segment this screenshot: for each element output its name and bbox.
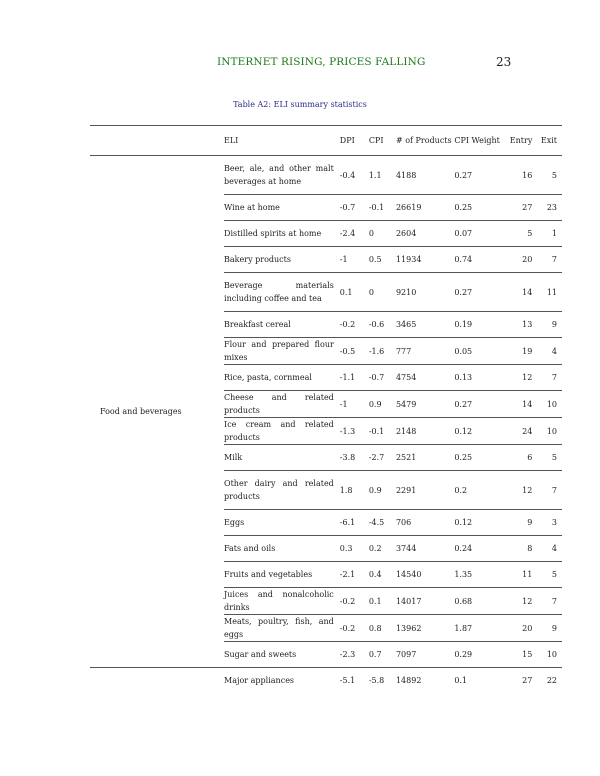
cpi-cell: -2.7	[369, 445, 396, 471]
cpi-weight-cell: 0.25	[454, 195, 504, 221]
table-row	[90, 668, 562, 694]
products-cell: 26619	[396, 195, 454, 221]
eli-cell: Juices and nonalcoholic drinks	[224, 588, 340, 615]
products-cell: 14892	[395, 676, 422, 686]
category-cell: Food and beverages	[90, 156, 224, 668]
dpi-cell: 1.8	[340, 471, 369, 510]
eli-cell: Breakfast cereal	[224, 312, 340, 338]
dpi-cell: -1.3	[340, 418, 369, 445]
table-row	[90, 156, 562, 195]
eli-cell: Eggs	[224, 510, 340, 536]
exit-cell: 9	[535, 312, 562, 338]
cpi-cell: 0	[369, 221, 396, 247]
entry-cell: 5	[505, 221, 536, 247]
dpi-cell: -5.1	[339, 676, 356, 686]
cpi-weight-cell: 0.24	[454, 536, 504, 562]
dpi-cell: -6.1	[340, 510, 369, 536]
exit-cell: 5	[535, 156, 562, 195]
exit-cell: 11	[535, 273, 562, 312]
cpi-weight-cell: 0.12	[454, 510, 504, 536]
exit-cell: 23	[535, 195, 562, 221]
products-cell: 5479	[396, 391, 454, 418]
entry-cell: 9	[505, 510, 536, 536]
products-cell: 3744	[396, 536, 454, 562]
cpi-cell: -0.1	[369, 195, 396, 221]
products-cell: 4188	[396, 156, 454, 195]
entry-cell: 11	[505, 562, 536, 588]
exit-cell: 10	[535, 642, 562, 668]
entry-cell: 8	[505, 536, 536, 562]
entry-cell: 14	[505, 273, 536, 312]
header-eli: ELI	[224, 126, 340, 156]
dpi-cell: 0.1	[340, 273, 369, 312]
exit-cell: 22	[546, 676, 557, 686]
cpi-cell: 0.4	[369, 562, 396, 588]
dpi-cell: -2.4	[340, 221, 369, 247]
header-products: # of Products	[396, 126, 454, 156]
running-title: INTERNET RISING, PRICES FALLING	[217, 56, 426, 68]
cpi-weight-cell: 0.74	[454, 247, 504, 273]
products-cell: 11934	[396, 247, 454, 273]
dpi-cell: -2.1	[340, 562, 369, 588]
cpi-weight-cell: 0.12	[454, 418, 504, 445]
eli-cell: Other dairy and related products	[224, 471, 340, 510]
eli-cell: Beverage materials including coffee and tea	[224, 273, 340, 312]
products-cell: 2148	[396, 418, 454, 445]
eli-cell: Flour and prepared flour mixes	[224, 338, 340, 365]
cpi-cell: 0.1	[369, 588, 396, 615]
running-head	[0, 56, 600, 70]
entry-cell: 19	[505, 338, 536, 365]
cpi-cell: -4.5	[369, 510, 396, 536]
cpi-weight-cell: 0.05	[454, 338, 504, 365]
entry-cell: 6	[505, 445, 536, 471]
entry-cell: 12	[505, 471, 536, 510]
eli-cell: Cheese and related products	[224, 391, 340, 418]
entry-cell: 20	[505, 247, 536, 273]
dpi-cell: 0.3	[340, 536, 369, 562]
header-category	[90, 126, 224, 156]
cpi-cell: -0.6	[369, 312, 396, 338]
entry-cell: 12	[505, 365, 536, 391]
cpi-weight-cell: 0.13	[454, 365, 504, 391]
page-number: 23	[496, 55, 512, 69]
eli-cell: Milk	[224, 445, 340, 471]
exit-cell: 1	[535, 221, 562, 247]
eli-cell: Distilled spirits at home	[224, 221, 340, 247]
exit-cell: 7	[535, 365, 562, 391]
table-caption: Table A2: ELI summary statistics	[233, 100, 367, 109]
cpi-cell: 0.9	[369, 391, 396, 418]
products-cell: 777	[396, 338, 454, 365]
eli-cell: Bakery products	[224, 247, 340, 273]
entry-cell: 16	[505, 156, 536, 195]
products-cell: 2604	[396, 221, 454, 247]
category-cell-empty	[90, 668, 224, 694]
products-cell: 13962	[396, 615, 454, 642]
eli-cell: Sugar and sweets	[224, 642, 340, 668]
dpi-cell: -0.7	[340, 195, 369, 221]
products-cell: 9210	[396, 273, 454, 312]
exit-cell: 7	[535, 247, 562, 273]
exit-cell: 7	[535, 471, 562, 510]
eli-cell: Rice, pasta, cornmeal	[224, 365, 340, 391]
exit-cell: 10	[535, 391, 562, 418]
dpi-cell: -0.2	[340, 588, 369, 615]
cpi-weight-cell: 0.68	[454, 588, 504, 615]
entry-cell: 24	[505, 418, 536, 445]
products-cell: 14017	[396, 588, 454, 615]
cpi-weight-cell: 0.1	[454, 676, 468, 686]
cpi-cell: 0.9	[369, 471, 396, 510]
cpi-weight-cell: 0.27	[454, 156, 504, 195]
cpi-weight-cell: 0.25	[454, 445, 504, 471]
entry-cell: 27	[505, 195, 536, 221]
cpi-weight-cell: 0.27	[454, 273, 504, 312]
exit-cell: 3	[535, 510, 562, 536]
cpi-cell: 0.2	[369, 536, 396, 562]
eli-cell: Meats, poultry, fish, and eggs	[224, 615, 340, 642]
eli-cell: Fruits and vegetables	[224, 562, 340, 588]
exit-cell: 9	[535, 615, 562, 642]
cpi-cell: 1.1	[369, 156, 396, 195]
eli-cell: Ice cream and related products	[224, 418, 340, 445]
products-cell: 3465	[396, 312, 454, 338]
products-cell: 2521	[396, 445, 454, 471]
dpi-cell: -0.5	[340, 338, 369, 365]
cpi-cell: 0.5	[369, 247, 396, 273]
dpi-cell: -3.8	[340, 445, 369, 471]
dpi-cell: -2.3	[340, 642, 369, 668]
cpi-weight-cell: 0.27	[454, 391, 504, 418]
cpi-weight-cell: 0.2	[454, 471, 504, 510]
header-cpi-weight: CPI Weight	[454, 126, 504, 156]
cpi-weight-cell: 0.19	[454, 312, 504, 338]
cpi-cell: 0.8	[369, 615, 396, 642]
table-body	[90, 156, 562, 694]
cpi-cell: 0.7	[369, 642, 396, 668]
products-cell: 4754	[396, 365, 454, 391]
eli-cell: Beer, ale, and other malt beverages at home	[224, 156, 340, 195]
dpi-cell: -1.1	[340, 365, 369, 391]
entry-cell: 12	[505, 588, 536, 615]
header-cpi: CPI	[369, 126, 396, 156]
entry-cell: 14	[505, 391, 536, 418]
exit-cell: 4	[535, 338, 562, 365]
eli-cell: Fats and oils	[224, 536, 340, 562]
products-cell: 14540	[396, 562, 454, 588]
products-cell: 2291	[396, 471, 454, 510]
cpi-weight-cell: 1.87	[454, 615, 504, 642]
cpi-cell: -0.7	[369, 365, 396, 391]
entry-cell: 15	[505, 642, 536, 668]
cpi-weight-cell: 1.35	[454, 562, 504, 588]
exit-cell: 4	[535, 536, 562, 562]
exit-cell: 10	[535, 418, 562, 445]
header-exit: Exit	[535, 126, 562, 156]
exit-cell: 5	[535, 445, 562, 471]
entry-cell: 20	[505, 615, 536, 642]
dpi-cell: -0.2	[340, 312, 369, 338]
cpi-weight-cell: 0.29	[454, 642, 504, 668]
entry-cell: 13	[505, 312, 536, 338]
cpi-cell: -5.8	[368, 676, 385, 686]
summary-table	[90, 125, 562, 694]
dpi-cell: -1	[340, 391, 369, 418]
dpi-cell: -1	[340, 247, 369, 273]
exit-cell: 5	[535, 562, 562, 588]
cpi-cell: -1.6	[369, 338, 396, 365]
exit-cell: 7	[535, 588, 562, 615]
table-header-row	[90, 126, 562, 156]
eli-cell: Major appliances	[224, 676, 295, 686]
eli-cell: Wine at home	[224, 195, 340, 221]
header-dpi: DPI	[340, 126, 369, 156]
dpi-cell: -0.4	[340, 156, 369, 195]
products-cell: 706	[396, 510, 454, 536]
cpi-cell: -0.1	[369, 418, 396, 445]
cpi-weight-cell: 0.07	[454, 221, 504, 247]
products-cell: 7097	[396, 642, 454, 668]
cpi-cell: 0	[369, 273, 396, 312]
header-entry: Entry	[505, 126, 536, 156]
dpi-cell: -0.2	[340, 615, 369, 642]
entry-cell: 27	[522, 676, 533, 686]
